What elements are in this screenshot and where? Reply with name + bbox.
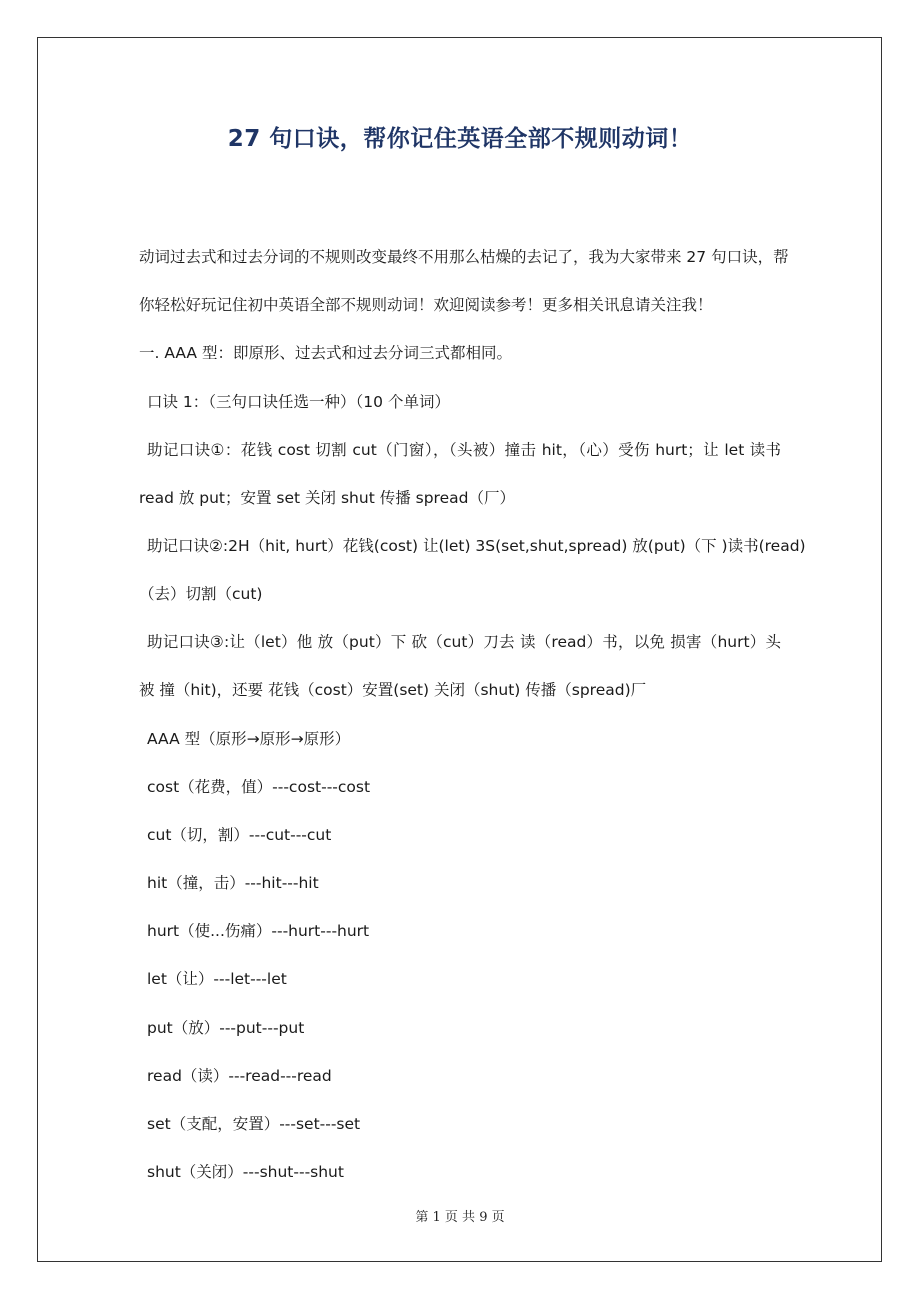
verb-entry: cut（切，割）---cut---cut	[147, 826, 332, 844]
mnemonic-2-line-2: （去）切割（cut)	[139, 585, 263, 603]
mnemonic-3-line-2: 被 撞（hit)，还要 花钱（cost）安置(set) 关闭（shut) 传播（spread)厂	[139, 681, 647, 699]
section-heading: 一. AAA 型：即原形、过去式和过去分词三式都相同。	[139, 344, 512, 362]
page-number-footer: 第 1 页 共 9 页	[415, 1210, 505, 1225]
verb-entry: let（让）---let---let	[147, 970, 287, 988]
mnemonic-3-line-1: 助记口诀③:让（let）他 放（put）下 砍（cut）刀去 读（read）书，以免 损害（hurt）头	[147, 633, 781, 651]
mnemonic-intro: 口诀 1：（三句口诀任选一种）（10 个单词）	[147, 393, 450, 411]
verb-entry: shut（关闭）---shut---shut	[147, 1163, 344, 1181]
mnemonic-2-line-1: 助记口诀②:2H（hit, hurt）花钱(cost) 让(let) 3S(set,shut,spread) 放(put)（下 )读书(read)	[147, 537, 806, 555]
mnemonic-1-line-2: read 放 put；安置 set 关闭 shut 传播 spread（厂）	[139, 489, 515, 507]
verb-entry: cost（花费，值）---cost---cost	[147, 778, 371, 796]
intro-paragraph-line-2: 你轻松好玩记住初中英语全部不规则动词！欢迎阅读参考！更多相关讯息请关注我！	[139, 296, 713, 314]
verb-entry: set（支配，安置）---set---set	[147, 1115, 361, 1133]
verb-entry: put（放）---put---put	[147, 1019, 305, 1037]
verb-entry: hit（撞，击）---hit---hit	[147, 874, 319, 892]
verb-entry: hurt（使...伤痛）---hurt---hurt	[147, 922, 370, 940]
intro-paragraph-line-1: 动词过去式和过去分词的不规则改变最终不用那么枯燥的去记了，我为大家带来 27 句口诀，帮	[139, 248, 789, 266]
verb-entry: read（读）---read---read	[147, 1067, 332, 1085]
document-title: 27 句口诀，帮你记住英语全部不规则动词！	[227, 126, 693, 152]
type-label: AAA 型（原形→原形→原形）	[147, 730, 351, 748]
mnemonic-1-line-1: 助记口诀①：花钱 cost 切割 cut（门窗），（头被）撞击 hit，（心）受伤 hurt；让 let 读书	[147, 441, 781, 459]
